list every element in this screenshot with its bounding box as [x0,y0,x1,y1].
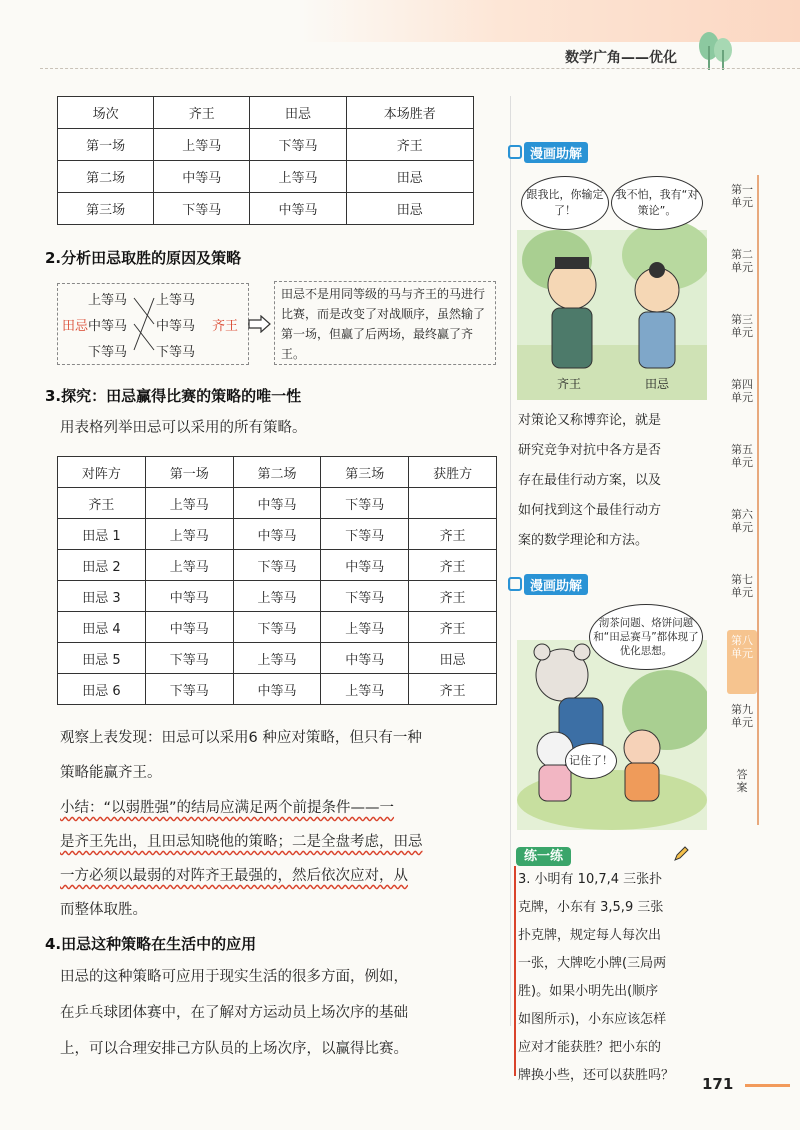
tianji-horse-bottom: 下等马 [88,345,128,360]
summary-line-3: 一方必须以最弱的对阵齐王最强的，然后依次应对，从 [60,868,408,884]
practice-line: 扑克牌，规定每人每次出 [518,928,662,943]
table-row [58,674,497,705]
table-cell: 下等马 [154,193,250,225]
table-header-cell: 场次 [58,97,154,129]
table-cell: 下等马 [321,488,409,519]
table-cell: 齐王 [409,581,497,612]
table-cell: 齐王 [409,612,497,643]
matching-lines [58,284,248,364]
practice-tag [516,845,571,864]
comic-tag-label: 漫画助解 [524,574,588,595]
table-cell: 齐王 [346,129,473,161]
table-cell [409,488,497,519]
table-row [58,612,497,643]
table-header-cell: 第二场 [233,457,321,488]
table-cell: 第三场 [58,193,154,225]
table-cell: 上等马 [233,643,321,674]
practice-line: 一张，大牌吃小牌(三局两 [518,956,667,971]
qiwang-horse-top: 上等马 [156,293,196,308]
character-label-left: 齐王 [557,377,582,391]
practice-line: 如图所示)，小东应该怎样 [518,1012,667,1027]
comic-icon [508,145,522,159]
table-cell: 下等马 [233,612,321,643]
table-header-cell: 第三场 [321,457,409,488]
page-number-accent [745,1084,790,1087]
table-cell: 中等马 [154,161,250,193]
match-result-table [57,96,474,225]
table-cell: 下等马 [145,643,233,674]
tab-unit-2[interactable]: 第二单元 [731,248,753,274]
table-cell: 下等马 [233,550,321,581]
section-3-intro: 用表格列举田忌可以采用的所有策略。 [60,420,307,436]
comic-illustration-1 [517,170,707,400]
table-header-row [58,457,497,488]
practice-line: 应对才能获胜？把小东的 [518,1040,662,1055]
page-number: 171 [702,1075,734,1093]
table-cell: 齐王 [58,488,146,519]
tianji-horse-top: 上等马 [88,293,128,308]
section-4-line-3: 上，可以合理安排己方队员的上场次序，以赢得比赛。 [60,1041,408,1057]
table-cell: 第一场 [58,129,154,161]
tab-unit-6[interactable]: 第六单元 [731,508,753,534]
character-label-right: 田忌 [645,377,670,391]
table-cell: 中等马 [145,612,233,643]
table-header-row [58,97,474,129]
tab-unit-4[interactable]: 第四单元 [731,378,753,404]
table-cell: 下等马 [250,129,346,161]
practice-line: 3. 小明有 10,7,4 三张扑 [518,872,663,887]
strategy-table [57,456,497,705]
table-cell: 上等马 [321,674,409,705]
qiwang-horse-bottom: 下等马 [156,345,196,360]
header-divider [40,68,800,69]
table-cell: 齐王 [409,550,497,581]
table-header-cell: 获胜方 [409,457,497,488]
table-cell: 中等马 [250,193,346,225]
tab-unit-9[interactable]: 第九单元 [731,703,753,729]
table-header-cell: 第一场 [145,457,233,488]
table-cell: 田忌 [346,193,473,225]
table-cell: 田忌 6 [58,674,146,705]
summary-line-2: 是齐王先出，且田忌知晓他的策略；二是全盘考虑，田忌 [60,834,423,850]
table-row [58,488,497,519]
side-text-line-5: 案的数学理论和方法。 [518,533,649,548]
table-cell: 中等马 [233,488,321,519]
section-4-title: 4.田忌这种策略在生活中的应用 [45,935,257,953]
table-cell: 上等马 [233,581,321,612]
pencil-icon [672,845,690,863]
table-cell: 田忌 5 [58,643,146,674]
qiwang-label: 齐王 [212,319,239,334]
observe-line-2: 策略能赢齐王。 [60,765,162,781]
side-text-line-4: 如何找到这个最佳行动方 [518,503,662,518]
table-cell: 下等马 [321,581,409,612]
table-cell: 齐王 [409,674,497,705]
table-header-cell: 齐王 [154,97,250,129]
side-text-line-3: 存在最佳行动方案，以及 [518,473,662,488]
table-cell: 田忌 [409,643,497,674]
table-cell: 田忌 2 [58,550,146,581]
comic-icon [508,577,522,591]
table-cell: 中等马 [233,674,321,705]
side-text-line-2: 研究竞争对抗中各方是否 [518,443,662,458]
table-cell: 上等马 [145,519,233,550]
table-header-cell: 本场胜者 [346,97,473,129]
practice-accent-bar [514,866,516,1076]
strategy-note: 田忌不是用同等级的马与齐王的马进行比赛，而是改变了对战顺序，虽然输了第一场，但赢了后两场，最终赢了齐王。 [274,281,496,365]
table-cell: 上等马 [321,612,409,643]
speech-bubble-teacher: 沏茶问题、烙饼问题和“田忌赛马”都体现了优化思想。 [589,604,703,670]
running-title: 数学广角——优化 [565,50,677,66]
table-cell: 中等马 [233,519,321,550]
practice-line: 牌换小些，还可以获胜吗？ [518,1068,675,1083]
summary-line-1: 小结：“以弱胜强”的结局应满足两个前提条件——一 [60,800,395,816]
tab-unit-3[interactable]: 第三单元 [731,313,753,339]
table-row [58,581,497,612]
table-header-cell: 对阵方 [58,457,146,488]
column-divider [510,96,511,1026]
table-cell: 第二场 [58,161,154,193]
table-cell: 上等马 [145,488,233,519]
observe-line-1: 观察上表发现：田忌可以采用6 种应对策略，但只有一种 [60,730,422,746]
tree-icon [695,30,735,72]
table-row [58,193,474,225]
table-cell: 下等马 [145,674,233,705]
tab-unit-1[interactable]: 第一单元 [731,183,753,209]
speech-bubble-left: 跟我比，你输定了！ [521,176,609,230]
chapter-tab-rail [757,175,759,825]
table-row [58,161,474,193]
section-4-line-2: 在乒乓球团体赛中，在了解对方运动员上场次序的基础 [60,1005,408,1021]
speech-bubble-kids: 记住了！ [565,743,617,779]
table-cell: 中等马 [145,581,233,612]
tianji-horse-middle: 中等马 [88,319,128,334]
tianji-label: 田忌 [62,319,89,334]
table-cell: 中等马 [321,643,409,674]
section-2-title: 2.分析田忌取胜的原因及策略 [45,249,242,267]
comic-tag-2 [508,573,588,595]
comic-illustration-2 [517,600,707,830]
table-cell: 齐王 [409,519,497,550]
table-cell: 田忌 3 [58,581,146,612]
qiwang-horse-middle: 中等马 [156,319,196,334]
table-cell: 田忌 1 [58,519,146,550]
practice-line: 克牌，小东有 3,5,9 三张 [518,900,664,915]
table-cell: 田忌 [346,161,473,193]
right-arrow-icon [248,315,272,333]
table-row [58,550,497,581]
section-4-line-1: 田忌的这种策略可应用于现实生活的很多方面，例如， [60,969,408,985]
summary-line-4: 而整体取胜。 [60,902,147,918]
table-row [58,519,497,550]
speech-bubble-right: 我不怕，我有“对策论”。 [611,176,703,230]
table-row [58,129,474,161]
practice-line: 胜)。如果小明先出(顺序 [518,984,659,999]
side-text-line-1: 对策论又称博弈论，就是 [518,413,662,428]
table-cell: 田忌 4 [58,612,146,643]
table-cell: 下等马 [321,519,409,550]
practice-label: 练一练 [516,847,571,866]
tab-unit-5[interactable]: 第五单元 [731,443,753,469]
comic-tag-1 [508,141,588,163]
tab-answers[interactable]: 答案 [736,768,748,794]
table-cell: 上等马 [145,550,233,581]
tab-unit-8[interactable]: 第八单元 [727,630,757,694]
comic-tag-label: 漫画助解 [524,142,588,163]
tab-unit-7[interactable]: 第七单元 [731,573,753,599]
section-3-title: 3.探究：田忌赢得比赛的策略的唯一性 [45,387,302,405]
table-row [58,643,497,674]
table-header-cell: 田忌 [250,97,346,129]
practice-question [518,866,704,1090]
table-cell: 上等马 [154,129,250,161]
table-cell: 上等马 [250,161,346,193]
horse-matching-diagram [57,283,249,365]
table-cell: 中等马 [321,550,409,581]
